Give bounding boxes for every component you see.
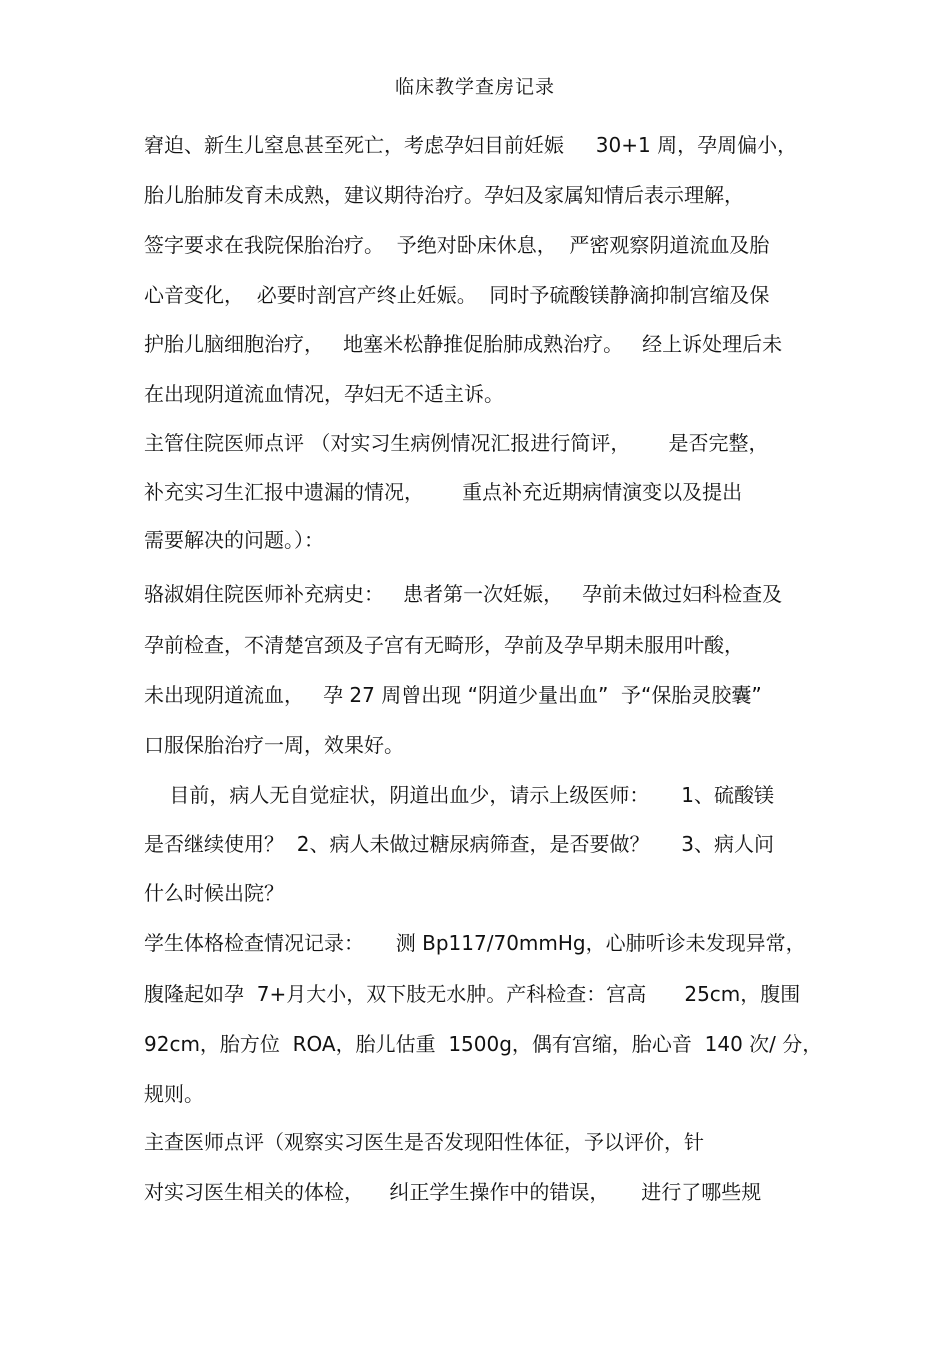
section-heading-line: 主查医师点评（观察实习医生是否发现阳性体征，予以评价，针 <box>144 1130 704 1154</box>
text-line: 规则。 <box>144 1082 204 1106</box>
text-line: 补充实习生汇报中遗漏的情况， 重点补充近期病情演变以及提出 <box>144 480 743 504</box>
text-line: 什么时候出院？ <box>144 881 284 905</box>
section-heading-line: 学生体格检查情况记录： 测 Bp117/70mmHg，心肺听诊未发现异常， <box>144 931 806 955</box>
text-line: 心音变化， 必要时剖宫产终止妊娠。 同时予硫酸镁静滴抑制宫缩及保 <box>144 283 770 307</box>
text-line: 护胎儿脑细胞治疗， 地塞米松静推促胎肺成熟治疗。 经上诉处理后未 <box>144 332 783 356</box>
text-line: 骆淑娟住院医师补充病史： 患者第一次妊娠， 孕前未做过妇科检查及 <box>144 582 783 606</box>
text-line: 签字要求在我院保胎治疗。 予绝对卧床休息， 严密观察阴道流血及胎 <box>144 233 770 257</box>
text-line: 胎儿胎肺发育未成熟，建议期待治疗。孕妇及家属知情后表示理解， <box>144 183 744 207</box>
text-line: 对实习医生相关的体检， 纠正学生操作中的错误， 进行了哪些规 <box>144 1180 762 1204</box>
section-heading-line: 主管住院医师点评 （对实习生病例情况汇报进行简评， 是否完整， <box>144 431 769 455</box>
text-line: 目前，病人无自觉症状，阴道出血少，请示上级医师： 1、硫酸镁 <box>144 783 774 807</box>
text-line: 需要解决的问题。）： <box>144 528 324 552</box>
text-line: 在出现阴道流血情况，孕妇无不适主诉。 <box>144 382 504 406</box>
page-title: 临床教学查房记录 <box>394 76 555 98</box>
text-line: 腹隆起如孕 7+月大小，双下肢无水肿。产科检查：宫高 25cm，腹围 <box>144 982 801 1006</box>
text-line: 92cm，胎方位 ROA，胎儿估重 1500g，偶有宫缩，胎心音 140 次/ 分， <box>144 1032 823 1056</box>
text-line: 口服保胎治疗一周，效果好。 <box>144 733 404 757</box>
text-line: 是否继续使用？ 2、病人未做过糖尿病筛查，是否要做？ 3、病人问 <box>144 832 774 856</box>
text-line: 未出现阴道流血， 孕 27 周曾出现 “阴道少量出血” 予“保胎灵胶囊” <box>144 683 762 707</box>
text-line: 窘迫、新生儿窒息甚至死亡，考虑孕妇目前妊娠 30+1 周，孕周偏小， <box>144 133 798 157</box>
text-line: 孕前检查，不清楚宫颈及子宫有无畸形，孕前及孕早期未服用叶酸， <box>144 633 744 657</box>
